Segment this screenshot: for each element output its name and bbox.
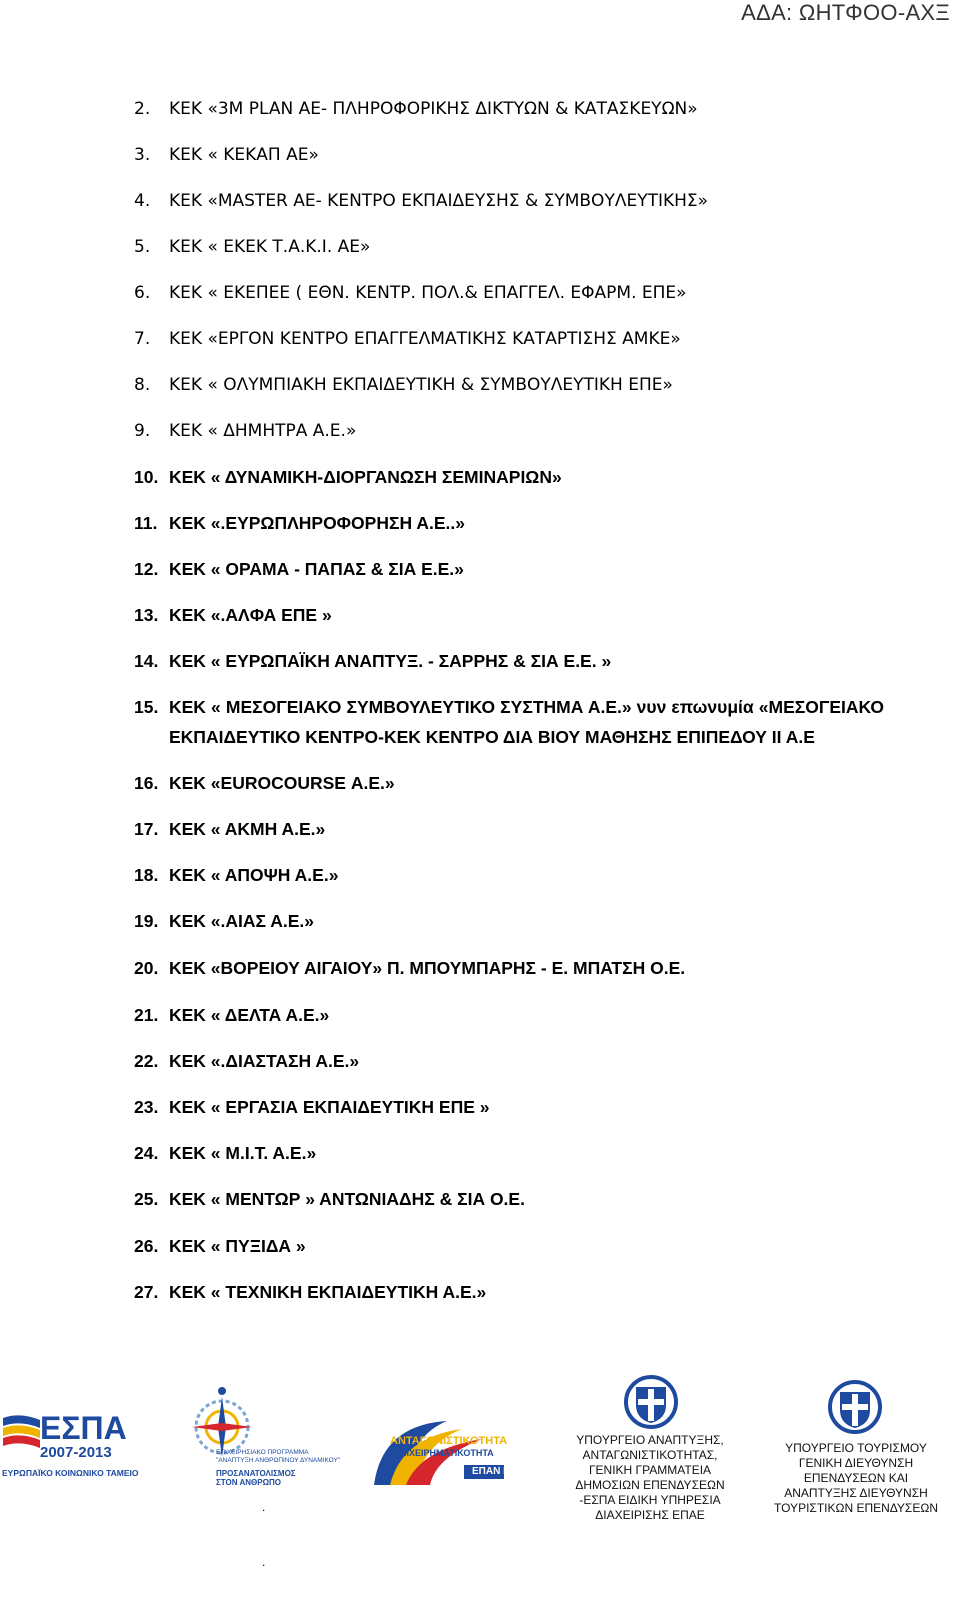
item-text: ΚΕΚ « ΑΚΜΗ Α.Ε.» [169, 819, 326, 839]
item-text: ΚΕΚ «.ΔΙΑΣΤΑΣΗ Α.Ε.» [169, 1051, 360, 1071]
list-item [134, 418, 884, 444]
item-text: ΚΕΚ « ΔΥΝΑΜΙΚΗ-ΔΙΟΡΓΑΝΩΣΗ ΣΕΜΙΝΑΡΙΩΝ» [169, 467, 562, 487]
competitiveness-line1: ΑΝΤΑΓΩΝΙΣΤΙΚΟΤΗΤΑ [390, 1435, 508, 1447]
footer-dot: . [262, 1555, 266, 1569]
list-item [134, 602, 884, 628]
list-item [134, 1186, 884, 1212]
item-number: 17. [134, 819, 159, 839]
list-item [134, 816, 884, 842]
item-text: ΚΕΚ « ΕΡΓΑΣΙΑ ΕΚΠΑΙΔΕΥΤΙΚΗ ΕΠΕ » [169, 1097, 490, 1117]
item-text: ΚΕΚ « ΔΕΛΤΑ Α.Ε.» [169, 1005, 330, 1025]
item-text: ΚΕΚ « ΟΛΥΜΠΙΑΚΗ ΕΚΠΑΙΔΕΥΤΙΚΗ & ΣΥΜΒΟΥΛΕΥΤΙΚΗ ΕΠΕ» [169, 375, 673, 395]
item-number: 16. [134, 773, 159, 793]
ada-code: ΑΔΑ: ΩΗΤΦΟΟ-ΑΧΞ [741, 0, 950, 25]
item-text: ΚΕΚ « ΜΕΝΤΩΡ » ΑΝΤΩΝΙΑΔΗΣ & ΣΙΑ Ο.Ε. [169, 1189, 525, 1209]
list-item [134, 908, 884, 934]
item-text: ΚΕΚ «.ΕΥΡΩΠΛΗΡΟΦΟΡΗΣΗ Α.Ε..» [169, 513, 465, 533]
item-text: ΚΕΚ « ΟΡΑΜΑ - ΠΑΠΑΣ & ΣΙΑ Ε.Ε.» [169, 559, 464, 579]
competitiveness-line2: ΕΠΙΧΕΙΡΗΜΑΤΙΚΟΤΗΤΑ [394, 1448, 494, 1458]
human-resources-logo [180, 1385, 341, 1487]
greek-emblem-1 [622, 1375, 680, 1429]
item-text: ΚΕΚ « ΠΥΞΙΔΑ » [169, 1236, 306, 1256]
list-item [134, 556, 884, 582]
footer-dot: . [262, 1500, 266, 1514]
item-text: ΚΕΚ « ΚΕΚΑΠ ΑΕ» [169, 145, 319, 165]
espa-title: ΕΣΠΑ [40, 1410, 127, 1446]
item-number: 26. [134, 1236, 159, 1256]
list-item [134, 770, 884, 796]
item-number: 12. [134, 559, 159, 579]
list-item [134, 234, 884, 260]
list-item [134, 96, 884, 122]
greek-emblem-icon [826, 1380, 884, 1434]
item-text: ΚΕΚ « ΕΚΕΠΕΕ ( ΕΘΝ. ΚΕΝΤΡ. ΠΟΛ.& ΕΠΑΓΓΕΛ. ΕΦΑΡΜ. ΕΠΕ» [169, 283, 687, 303]
list-item [134, 1002, 884, 1028]
item-text: ΚΕΚ «3Μ PLAN ΑΕ- ΠΛΗΡΟΦΟΡΙΚΗΣ ΔΙΚΤΥΩΝ & ΚΑΤΑΣΚΕΥΩΝ» [169, 99, 698, 119]
competitiveness-logo [372, 1415, 522, 1490]
item-text: ΚΕΚ « ΤΕΧΝΙΚΗ ΕΚΠΑΙΔΕΥΤΙΚΗ Α.Ε.» [169, 1282, 487, 1302]
espa-fund: ΕΥΡΩΠΑΪΚΟ ΚΟΙΝΩΝΙΚΟ ΤΑΜΕΙΟ [2, 1468, 139, 1478]
item-number: 19. [134, 911, 159, 931]
greek-emblem-icon [622, 1375, 680, 1429]
competitiveness-line3: ΕΠΑΝ ΙΙ [472, 1466, 509, 1477]
item-number: 22. [134, 1051, 159, 1071]
item-text: ΚΕΚ «EUROCOURSE Α.Ε.» [169, 773, 395, 793]
footer-logos [0, 1405, 960, 1605]
item-text: ΚΕΚ « ΕΥΡΩΠΑΪΚΗ ΑΝΑΠΤΥΞ. - ΣΑΡΡΗΣ & ΣΙΑ Ε.Ε. » [169, 651, 612, 671]
item-number: 7. [134, 329, 151, 349]
item-number: 15. [134, 697, 159, 717]
list-item [134, 862, 884, 888]
list-item [134, 1279, 884, 1305]
human-program-line4: ΣΤΟΝ ΑΝΘΡΩΠΟ [216, 1478, 281, 1487]
item-number: 18. [134, 865, 159, 885]
list-item [134, 1048, 884, 1074]
item-text: ΚΕΚ « ΕΚΕΚ Τ.Α.Κ.Ι. ΑΕ» [169, 237, 371, 257]
item-number: 23. [134, 1097, 159, 1117]
greek-emblem-2 [826, 1380, 884, 1434]
item-number: 8. [134, 375, 151, 395]
item-text: ΚΕΚ « Μ.Ι.Τ. Α.Ε.» [169, 1143, 317, 1163]
item-text: ΚΕΚ «MASTER ΑΕ- ΚΕΝΤΡΟ ΕΚΠΑΙΔΕΥΣΗΣ & ΣΥΜΒΟΥΛΕΥΤΙΚΗΣ» [169, 191, 709, 211]
item-number: 20. [134, 958, 159, 978]
item-text: ΚΕΚ «ΒΟΡΕΙΟΥ ΑΙΓΑΙΟΥ» Π. ΜΠΟΥΜΠΑΡΗΣ - Ε. ΜΠΑΤΣΗ Ο.Ε. [169, 958, 686, 978]
item-number: 3. [134, 145, 151, 165]
item-text: ΚΕΚ «ΕΡΓΟΝ ΚΕΝΤΡΟ ΕΠΑΓΓΕΛΜΑΤΙΚΗΣ ΚΑΤΑΡΤΙΣΗΣ ΑΜΚΕ» [169, 329, 681, 349]
item-number: 25. [134, 1189, 159, 1209]
list-item [134, 1094, 884, 1120]
item-number: 14. [134, 651, 159, 671]
item-text: ΚΕΚ « ΑΠΟΨΗ Α.Ε.» [169, 865, 339, 885]
espa-logo [0, 1410, 139, 1480]
list-item [134, 188, 884, 214]
list-item [134, 955, 884, 981]
list-item [134, 692, 884, 752]
list-item [134, 1233, 884, 1259]
item-number: 21. [134, 1005, 159, 1025]
list-item [134, 510, 884, 536]
list-item [134, 464, 884, 490]
item-text: ΚΕΚ «.ΑΙΑΣ Α.Ε.» [169, 911, 315, 931]
item-number: 10. [134, 467, 159, 487]
item-number: 11. [134, 513, 158, 533]
human-program-line1: ΕΠΙΧΕΙΡΗΣΙΑΚΟ ΠΡΟΓΡΑΜΜΑ [216, 1449, 309, 1456]
list-item [134, 1140, 884, 1166]
item-number: 27. [134, 1282, 159, 1302]
list-item [134, 280, 884, 306]
espa-years: 2007-2013 [40, 1444, 112, 1461]
ministry-tourism-text: ΥΠΟΥΡΓΕΙΟ ΤΟΥΡΙΣΜΟΥ ΓΕΝΙΚΗ ΔΙΕΥΘΥΝΣΗ ΕΠΕΝΔΥΣΕΩΝ ΚΑΙ ΑΝΑΠΤΥΞΗΣ ΔΙΕΥΘΥΝΣΗ ΤΟΥΡΙΣΤΙΚΩΝ ΕΠΕΝΔΥΣΕΩΝ [774, 1441, 938, 1515]
ministry-development-text: ΥΠΟΥΡΓΕΙΟ ΑΝΑΠΤΥΞΗΣ, ΑΝΤΑΓΩΝΙΣΤΙΚΟΤΗΤΑΣ, ΓΕΝΙΚΗ ΓΡΑΜΜΑΤΕΙΑ ΔΗΜΟΣΙΩΝ ΕΠΕΝΔΥΣΕΩΝ -ΕΣΠΑ ΕΙΔΙΚΗ ΥΠΗΡΕΣΙΑ ΔΙΑΧΕΙΡΙΣΗΣ ΕΠΑΕ [575, 1433, 725, 1522]
human-program-line2: "ΑΝΑΠΤΥΞΗ ΑΝΘΡΩΠΙΝΟΥ ΔΥΝΑΜΙΚΟΥ" [216, 1457, 341, 1464]
item-number: 4. [134, 191, 151, 211]
list-item [134, 326, 884, 352]
item-number: 24. [134, 1143, 159, 1163]
list-item [134, 142, 884, 168]
human-program-line3: ΠΡΟΣΑΝΑΤΟΛΙΣΜΟΣ [216, 1469, 296, 1478]
item-text: ΚΕΚ « ΜΕΣΟΓΕΙΑΚΟ ΣΥΜΒΟΥΛΕΥΤΙΚΟ ΣΥΣΤΗΜΑ Α.Ε.» νυν επωνυμία «ΜΕΣΟΓΕΙΑΚΟ ΕΚΠΑΙΔΕΥΤΙΚΟ ΚΕΝΤΡΟ-ΚΕΚ ΚΕΝΤΡΟ ΔΙΑ ΒΙΟΥ ΜΑΘΗΣΗΣ ΕΠΙΠΕΔΟΥ ΙΙ Α.Ε [169, 697, 884, 747]
item-number: 2. [134, 99, 151, 119]
item-text: ΚΕΚ « ΔΗΜΗΤΡΑ Α.Ε.» [169, 421, 357, 441]
item-number: 5. [134, 237, 151, 257]
item-text: ΚΕΚ «.ΑΛΦΑ ΕΠΕ » [169, 605, 332, 625]
item-number: 13. [134, 605, 159, 625]
list-item [134, 648, 884, 674]
list-item [134, 372, 884, 398]
item-number: 9. [134, 421, 151, 441]
item-number: 6. [134, 283, 151, 303]
